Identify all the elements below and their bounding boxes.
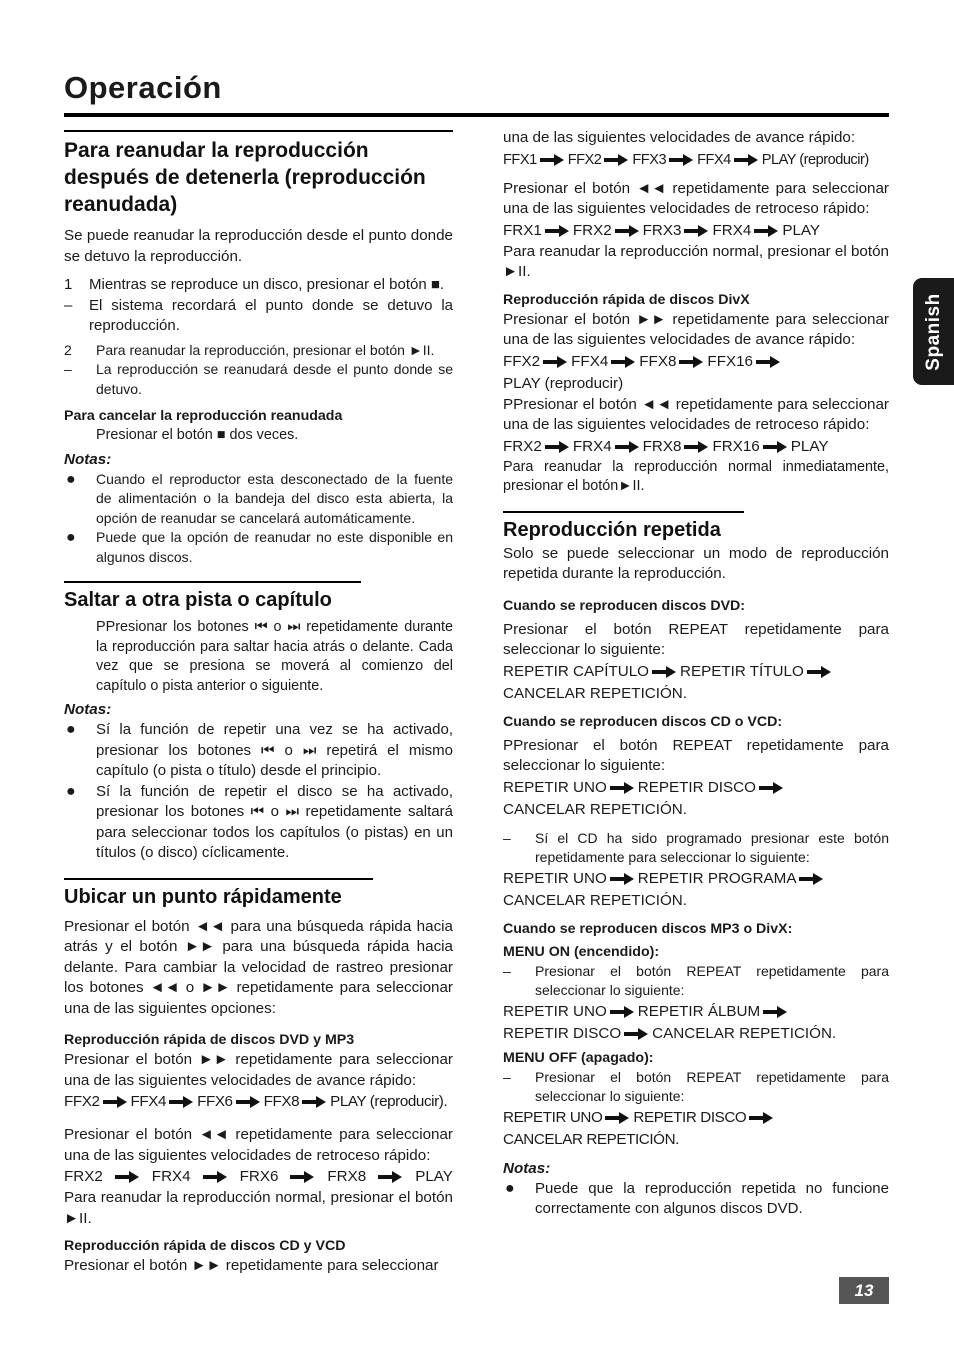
arrow-right-icon [610,1006,635,1018]
repeat-dvd-text: Presionar el botón REPEAT repetidamente para seleccionar lo siguiente: [503,620,889,658]
sequence-step: FRX4 [151,1168,191,1185]
divx-rew-text: PPresionar el botón ◄◄ repetidamente para seleccionar una de las siguientes velocidades de retroceso rápido: [503,395,889,433]
section-repeat [503,511,889,1220]
list-item: 2 Para reanudar la reproducción, presionar el botón ►II. [64,341,435,358]
section-cd-continued [503,128,889,283]
right-column [503,124,889,1220]
sequence-step: CANCELAR REPETICIÓN. [503,684,687,702]
arrow-right-icon [115,1171,140,1183]
arrow-right-icon [378,1171,403,1183]
sequence-step: FFX4 [571,352,609,370]
section-divx [503,291,889,497]
notes-label: Notas: [503,1159,551,1177]
cd-ff-text: Presionar el botón ►► repetidamente para seleccionar [64,1257,439,1274]
sequence [64,1091,453,1113]
sequence [503,777,889,821]
arrow-right-icon [615,441,640,453]
arrow-right-icon [734,154,759,166]
arrow-right-icon [684,441,709,453]
list-item: – Presionar el botón REPEAT repetidamente para seleccionar lo siguiente: [503,1068,889,1104]
sequence-step: CANCELAR REPETICIÓN. [652,1024,837,1042]
sequence [503,868,889,912]
sequence-step: PLAY (reproducir). [330,1093,448,1110]
sequence-step: REPETIR DISCO [637,778,756,796]
sequence-step: PLAY [415,1168,453,1185]
left-column [64,124,453,1277]
sequence-step: REPETIR DISCO [633,1108,747,1126]
section-heading: Ubicar un punto rápidamente [64,885,342,908]
repeat-cd-text: PPresionar el botón REPEAT repetidamente para seleccionar lo siguiente: [503,736,889,774]
arrow-right-icon [543,356,568,368]
sequence [503,1107,889,1151]
sequence-step: FFX2 [503,352,541,370]
arrow-right-icon [605,1112,630,1124]
sequence-step: FFX2 [64,1093,100,1110]
sequence-step: REPETIR ÁLBUM [637,1002,761,1020]
arrow-right-icon [754,225,779,237]
sequence-step: REPETIR UNO [503,1002,607,1020]
arrow-right-icon [540,154,565,166]
notes-label: Notas: [64,450,112,468]
sequence-step: CANCELAR REPETICIÓN. [503,1130,679,1148]
arrow-right-icon [799,873,824,885]
arrow-right-icon [103,1096,128,1108]
sequence-step: FRX1 [503,221,542,239]
arrow-right-icon [749,1112,774,1124]
sequence-step: REPETIR UNO [503,1108,603,1126]
list-item: – Presionar el botón REPEAT repetidamente para seleccionar lo siguiente: [503,962,889,998]
note-item: ● Puede que la reproducción repetida no funcione correctamente con algunos discos DVD. [505,1179,889,1217]
note-item: ● Cuando el reproductor esta desconectado de la fuente de alimentación o la bandeja del disco esta abierta, la opción de reanudar se cancelará automáticamente. [66,470,453,526]
arrow-right-icon [756,356,781,368]
subheading: MENU OFF (apagado): [503,1049,654,1066]
section-rule [64,581,361,583]
subheading: Cuando se reproducen discos DVD: [503,597,746,614]
sequence-step: PLAY (reproducir) [761,151,869,168]
sequence-step: REPETIR TÍTULO [680,662,804,680]
language-tab [913,278,954,385]
arrow-right-icon [236,1096,261,1108]
sequence-step: FFX2 [567,151,602,168]
arrow-right-icon [679,356,704,368]
section-skip [64,581,453,864]
locate-intro: Presionar el botón ◄◄ para una búsqueda rápida hacia atrás y el botón ►► para una búsqueda rápida hacia delante. Para cambiar la velocidad de rastreo presionar los botones ◄◄ o ►► repetidamente para seleccionar una de las siguientes opciones: [64,917,453,1017]
sequence-step: FFX16 [707,352,753,370]
page-number: 13 [839,1277,889,1304]
arrow-right-icon [652,666,677,678]
title-rule [64,113,889,117]
arrow-right-icon [610,782,635,794]
section-rule [503,511,744,513]
subheading: MENU ON (encendido): [503,943,660,960]
sequence-step: PLAY [782,221,821,239]
arrow-right-icon [611,356,636,368]
sequence-step: CANCELAR REPETICIÓN. [503,800,687,818]
cancel-text: Presionar el botón ■ dos veces. [96,427,299,443]
subheading: Cuando se reproducen discos CD o VCD: [503,713,783,730]
language-tab-label: Spanish [922,292,944,371]
skip-text: PPresionar los botones ⏮ o ⏭ repetidamente durante la reproducción para saltar hacia atrás o delante. Cada vez que se presiona se moverá al comienzo del capítulo o pista anterior o siguiente. [96,619,453,694]
sequence-step: FFX8 [639,352,677,370]
sequence-step: FFX4 [130,1093,167,1110]
arrow-right-icon [545,225,570,237]
sequence-step: FFX8 [263,1093,300,1110]
cd-ff-text-cont: una de las siguientes velocidades de avance rápido: [503,129,856,146]
section-heading: Saltar a otra pista o capítulo [64,589,332,611]
sequence-step: FRX2 [64,1168,103,1185]
arrow-right-icon [610,873,635,885]
sequence-step: FFX1 [503,151,537,168]
subheading: Reproducción rápida de discos CD y VCD [64,1238,346,1254]
sequence [503,149,889,171]
sequence-step: FRX3 [642,221,682,239]
sequence-step: FFX4 [697,151,731,168]
sequence [503,661,889,705]
cd-rew-text: Presionar el botón ◄◄ repetidamente para seleccionar una de las siguientes velocidades de retroceso rápido: [503,179,889,217]
arrow-right-icon [684,225,709,237]
section-heading: Para reanudar la reproducción después de detenerla (reproducción reanudada) [64,139,426,216]
arrow-right-icon [604,154,629,166]
sequence-step: FRX8 [327,1168,367,1185]
subheading: Reproducción rápida de discos DVD y MP3 [64,1032,355,1048]
sequence-step: REPETIR PROGRAMA [637,869,797,887]
sequence [503,1001,889,1045]
subheading: Reproducción rápida de discos DivX [503,291,750,308]
sequence [503,220,889,242]
sequence-step: REPETIR CAPÍTULO [503,662,649,680]
arrow-right-icon [290,1171,315,1183]
sequence [503,436,889,458]
divx-ff-text: Presionar el botón ►► repetidamente para seleccionar una de las siguientes velocidades de avance rápido: [503,310,889,348]
list-item: – La reproducción se reanudará desde el punto donde se detuvo. [64,361,453,397]
section-rule [64,878,373,880]
dvd-rew-text: Presionar el botón ◄◄ repetidamente para seleccionar una de las siguientes velocidades de retroceso rápido: [64,1126,453,1164]
dvd-resume-text: Para reanudar la reproducción normal, presionar el botón ►II. [64,1189,453,1227]
arrow-right-icon [545,441,570,453]
section-resume [64,130,453,567]
divx-resume-text: Para reanudar la reproducción normal inmediatamente, presionar el botón►II. [503,458,889,494]
sequence-step: FRX8 [642,437,682,455]
section-locate [64,878,453,1277]
arrow-right-icon [624,1028,649,1040]
sequence-step: PLAY (reproducir) [503,374,624,392]
sequence-step: FFX6 [197,1093,233,1110]
sequence-step: FRX4 [572,437,612,455]
sequence-step: FRX2 [503,437,542,455]
sequence-step: REPETIR UNO [503,778,607,796]
dvd-ff-text: Presionar el botón ►► repetidamente para seleccionar una de las siguientes velocidades de avance rápido: [64,1051,453,1089]
note-item: ● Sí la función de repetir el disco se ha activado, presionar los botones ⏮ o ⏭ repetidamente saltará para seleccionar todos los capítulos (o pistas) en un títulos (o disco) cíclicamente. [66,782,453,861]
list-item: – Sí el CD ha sido programado presionar este botón repetidamente para seleccionar lo siguiente: [503,829,889,865]
arrow-right-icon [203,1171,228,1183]
section-heading: Reproducción repetida [503,518,721,541]
sequence-step: FRX2 [572,221,612,239]
arrow-right-icon [759,782,784,794]
resume-steps [64,275,453,399]
subheading: Para cancelar la reproducción reanudada [64,408,343,424]
arrow-right-icon [669,154,694,166]
sequence-step: REPETIR DISCO [503,1024,622,1042]
sequence-step: FRX6 [239,1168,279,1185]
resume-intro: Se puede reanudar la reproducción desde el punto donde se detuvo la reproducción. [64,227,453,265]
sequence-step: CANCELAR REPETICIÓN. [503,891,687,909]
arrow-right-icon [763,441,788,453]
page-title: Operación [64,70,222,105]
sequence-step: REPETIR UNO [503,869,607,887]
arrow-right-icon [763,1006,788,1018]
subheading: Cuando se reproducen discos MP3 o DivX: [503,920,793,937]
arrow-right-icon [807,666,832,678]
arrow-right-icon [615,225,640,237]
arrow-right-icon [169,1096,194,1108]
sequence-step: FFX3 [632,151,667,168]
list-item: – El sistema recordará el punto donde se detuvo la reproducción. [64,296,453,334]
section-rule [64,130,453,132]
note-item: ● Sí la función de repetir una vez se ha activado, presionar los botones ⏮ o ⏭ repetirá el mismo capítulo (o pista o título) desde el principio. [66,721,453,779]
sequence-step: FRX16 [712,437,760,455]
notes-label: Notas: [64,701,112,718]
sequence [64,1166,453,1188]
sequence [503,351,889,395]
note-item: ● Puede que la opción de reanudar no este disponible en algunos discos. [66,529,453,565]
cd-resume-text: Para reanudar la reproducción normal, presionar el botón ►II. [503,242,889,280]
list-item: 1 Mientras se reproduce un disco, presionar el botón ■. [64,276,445,293]
repeat-intro: Solo se puede seleccionar un modo de reproducción repetida durante la reproducción. [503,544,889,582]
arrow-right-icon [302,1096,327,1108]
sequence-step: PLAY [790,437,829,455]
sequence-step: FRX4 [712,221,752,239]
